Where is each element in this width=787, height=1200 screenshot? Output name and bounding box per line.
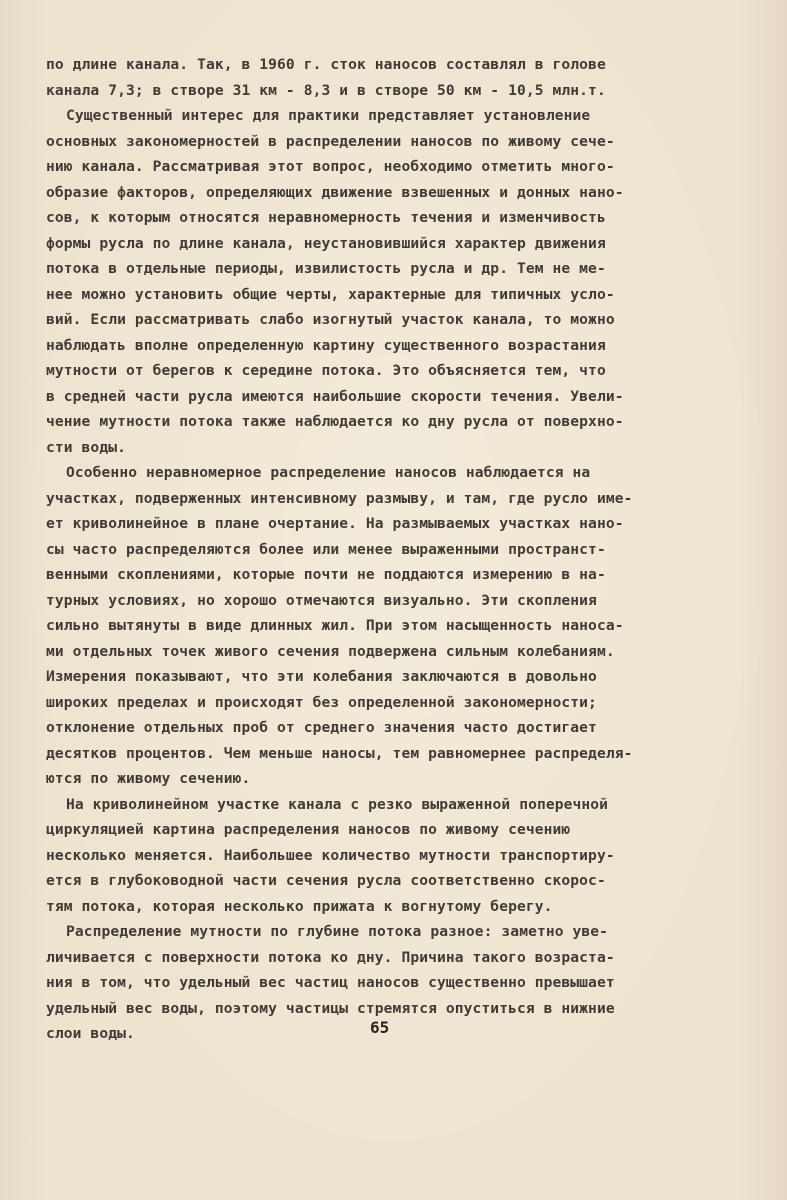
text-line: Измерения показывают, что эти колебания заключаются в довольно (46, 668, 597, 685)
text-line: основных закономерностей в распределении наносов по живому сече- (46, 132, 615, 150)
text-line: сти воды. (46, 438, 126, 456)
text-line: тям потока, которая несколько прижата к вогнутому берегу. (46, 897, 553, 915)
text-line: десятков процентов. Чем меньше наносы, тем равномернее распределя- (46, 744, 633, 762)
page-number: 65 (370, 1018, 390, 1037)
text-line: нию канала. Рассматривая этот вопрос, необходимо отметить много- (46, 158, 615, 175)
text-line: образие факторов, определяющих движение взвешенных и донных нано- (46, 183, 624, 201)
text-line: участках, подверженных интенсивному размыву, и там, где русло име- (46, 489, 633, 507)
text-line: личивается с поверхности потока ко дну. Причина такого возраста- (46, 948, 615, 966)
text-line: чение мутности потока также наблюдается ко дну русла от поверхно- (46, 413, 624, 430)
text-line: турных условиях, но хорошо отмечаются визуально. Эти скопления (46, 591, 597, 609)
text-line: вий. Если рассматривать слабо изогнутый участок канала, то можно (46, 311, 615, 328)
text-line: слои воды. (46, 1025, 135, 1042)
text-line: в средней части русла имеются наибольшие скорости течения. Увели- (46, 387, 624, 405)
paragraph-start-line: Особенно неравномерное распределение наносов наблюдается на (66, 464, 591, 481)
text-line: несколько меняется. Наибольшее количество мутности транспортиру- (46, 846, 615, 864)
text-line: наблюдать вполне определенную картину существенного возрастания (46, 336, 606, 354)
text-line: ется в глубоководной части сечения русла соответственно скорос- (46, 872, 606, 889)
paragraph-start-line: На криволинейном участке канала с резко выраженной поперечной (66, 795, 609, 813)
text-line: отклонение отдельных проб от среднего значения часто достигает (46, 719, 597, 736)
text-line: широких пределах и происходят без определенной закономерности; (46, 693, 597, 711)
text-line: нее можно установить общие черты, характерные для типичных усло- (46, 285, 615, 303)
body-text (46, 52, 696, 1047)
text-line: по длине канала. Так, в 1960 г. сток наносов составлял в голове (46, 56, 606, 73)
text-line: сильно вытянуты в виде длинных жил. При этом насыщенность наноса- (46, 617, 624, 634)
text-line: формы русла по длине канала, неустановившийся характер движения (46, 234, 606, 252)
text-line: циркуляцией картина распределения наносов по живому сечению (46, 821, 571, 838)
text-line: удельный вес воды, поэтому частицы стремятся опуститься в нижние (46, 999, 615, 1017)
text-line: венными скоплениями, которые почти не поддаются измерению в на- (46, 566, 606, 583)
text-line: канала 7,3; в створе 31 км - 8,3 и в створе 50 км - 10,5 млн.т. (46, 81, 606, 99)
paragraph-start-line: Существенный интерес для практики представляет установление (66, 107, 591, 124)
text-line: мутности от берегов к середине потока. Это объясняется тем, что (46, 362, 606, 379)
text-line: ми отдельных точек живого сечения подвержена сильным колебаниям. (46, 642, 615, 660)
text-line: ет криволинейное в плане очертание. На размываемых участках нано- (46, 515, 624, 532)
text-line: потока в отдельные периоды, извилистость русла и др. Тем не ме- (46, 260, 606, 277)
paragraph-start-line: Распределение мутности по глубине потока разное: заметно уве- (66, 923, 609, 940)
text-line: ются по живому сечению. (46, 770, 251, 787)
text-line: сов, к которым относятся неравномерность течения и изменчивость (46, 209, 606, 226)
text-line: сы часто распределяются более или менее выраженными пространст- (46, 540, 606, 558)
text-line: ния в том, что удельный вес частиц наносов существенно превышает (46, 974, 615, 991)
